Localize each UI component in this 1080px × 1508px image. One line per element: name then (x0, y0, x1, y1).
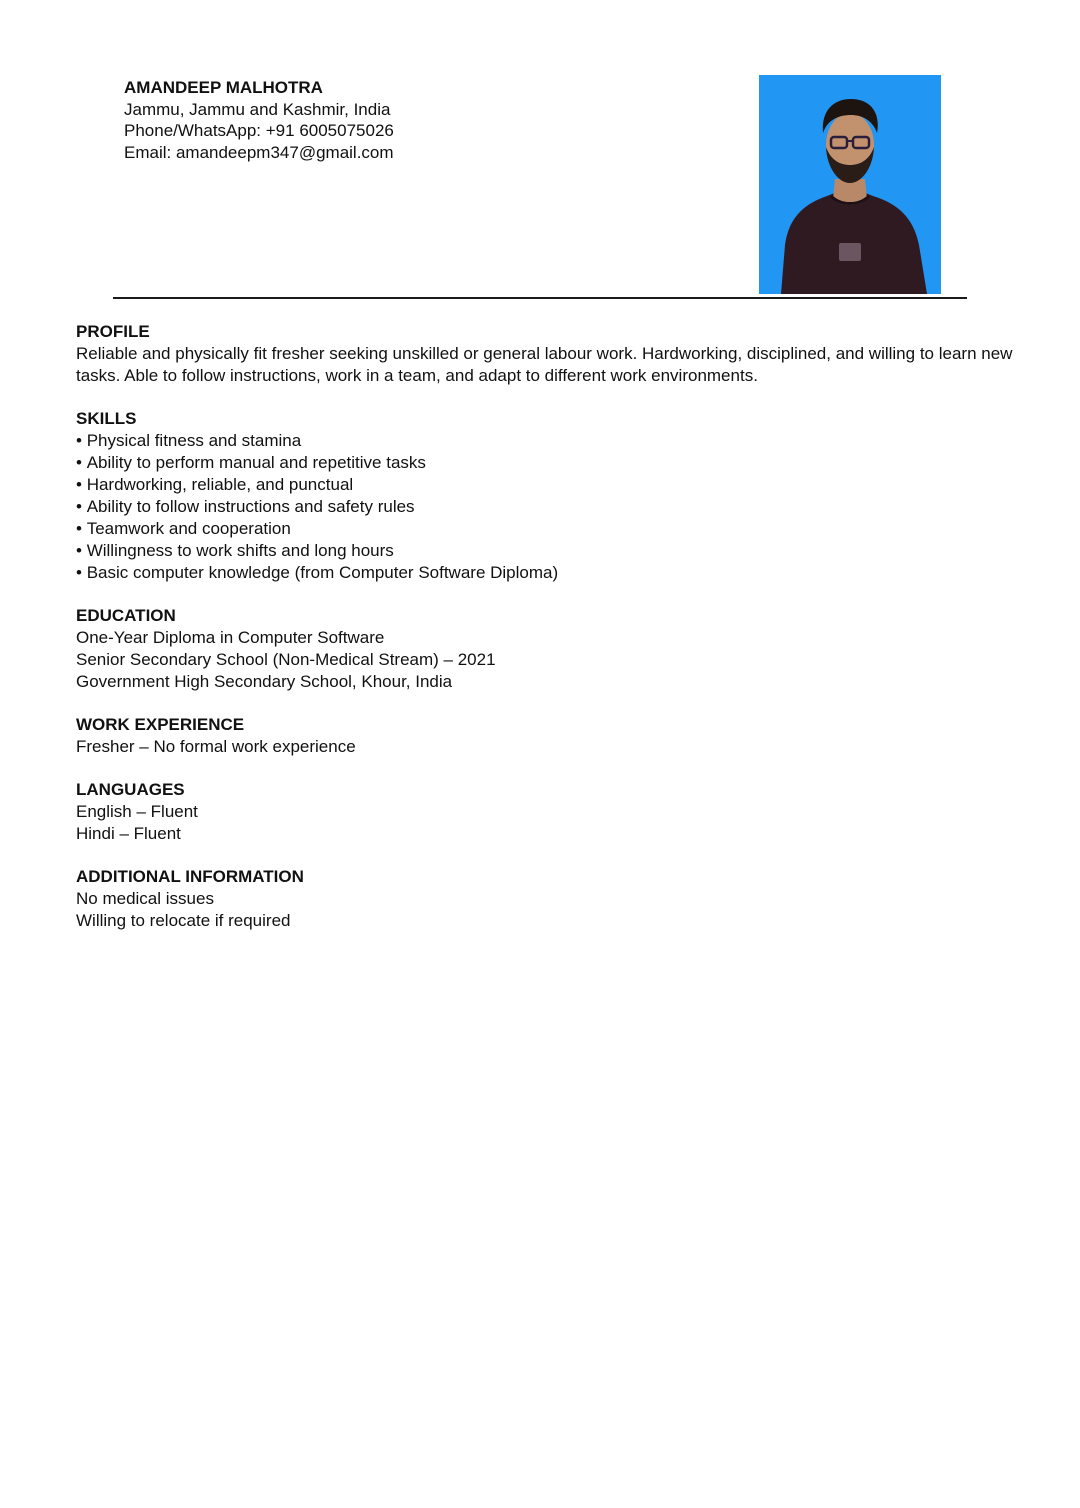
profile-heading: PROFILE (76, 322, 150, 341)
resume-body (76, 321, 1016, 953)
profile-section (76, 321, 1016, 387)
phone-text: Phone/WhatsApp: +91 6005075026 (124, 121, 394, 141)
person-portrait-icon (759, 75, 941, 294)
work-experience-section (76, 714, 1016, 758)
education-item: One-Year Diploma in Computer Software (76, 628, 385, 647)
profile-photo (759, 75, 941, 294)
skill-item: • Ability to follow instructions and safety rules (76, 496, 1016, 518)
skills-heading: SKILLS (76, 409, 137, 428)
additional-info-item: No medical issues (76, 889, 214, 908)
languages-section (76, 779, 1016, 845)
skill-item: • Basic computer knowledge (from Computer Software Diploma) (76, 562, 1016, 584)
contact-header (124, 77, 394, 163)
header-divider (113, 297, 967, 299)
additional-info-section (76, 866, 1016, 932)
education-item: Senior Secondary School (Non-Medical Stream) – 2021 (76, 650, 496, 669)
skills-section (76, 408, 1016, 584)
work-experience-item: Fresher – No formal work experience (76, 737, 356, 756)
language-item: English – Fluent (76, 802, 198, 821)
skill-item: • Willingness to work shifts and long hours (76, 540, 1016, 562)
email-text: Email: amandeepm347@gmail.com (124, 142, 394, 162)
skill-item: • Physical fitness and stamina (76, 430, 1016, 452)
language-item: Hindi – Fluent (76, 824, 181, 843)
skill-item: • Hardworking, reliable, and punctual (76, 474, 1016, 496)
education-item: Government High Secondary School, Khour, India (76, 672, 453, 691)
languages-heading: LANGUAGES (76, 780, 185, 799)
skill-item: • Teamwork and cooperation (76, 518, 1016, 540)
additional-info-heading: ADDITIONAL INFORMATION (76, 867, 304, 886)
work-experience-heading: WORK EXPERIENCE (76, 715, 245, 734)
additional-info-item: Willing to relocate if required (76, 911, 291, 930)
education-heading: EDUCATION (76, 606, 176, 625)
education-section (76, 605, 1016, 693)
profile-text: Reliable and physically fit fresher seeking unskilled or general labour work. Hardworking, disciplined, and willing to learn new tasks. Able to follow instructions, work in a team, and adapt to different work environments. (76, 344, 1013, 385)
location-text: Jammu, Jammu and Kashmir, India (124, 99, 391, 119)
candidate-name: AMANDEEP MALHOTRA (124, 78, 323, 97)
skill-item: • Ability to perform manual and repetitive tasks (76, 452, 1016, 474)
